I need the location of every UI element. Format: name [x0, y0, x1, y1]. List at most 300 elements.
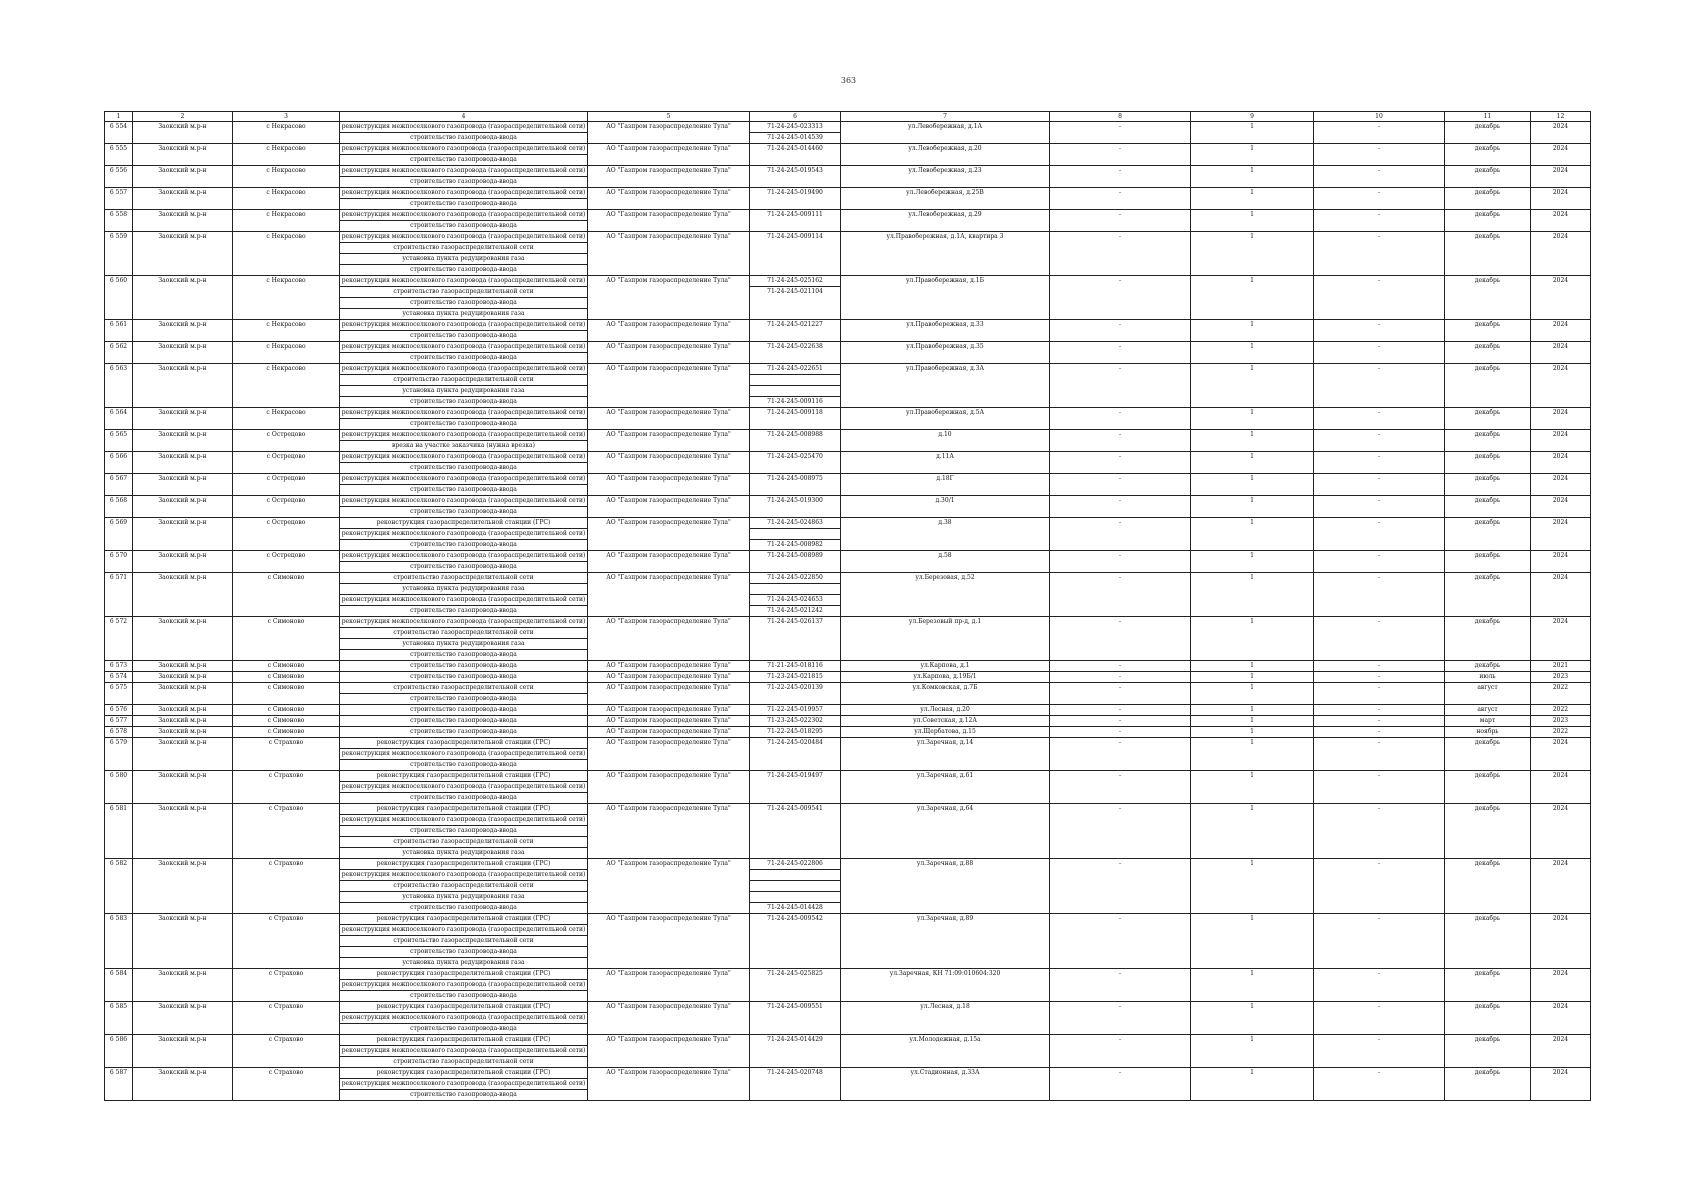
application-id: 71-24-245-021104 [767, 288, 823, 295]
work-item: строительство газопровода-ввода [410, 420, 517, 427]
application-ids-cell [750, 364, 841, 408]
work-item: строительство газопровода-ввода [410, 398, 517, 405]
month-cell: декабрь [1445, 144, 1531, 166]
work-item: строительство газопровода-ввода [410, 717, 517, 724]
works-cell [340, 276, 588, 320]
col9-cell: 1 [1191, 364, 1314, 408]
work-item: реконструкция межпоселкового газопровода (газораспределительной сети) [340, 1013, 587, 1024]
month-cell: декабрь [1445, 1035, 1531, 1068]
organization-cell: АО "Газпром газораспределение Тула" [588, 408, 750, 430]
col8-cell: - [1050, 276, 1191, 320]
month-cell: март [1445, 716, 1531, 727]
table-row [105, 705, 1591, 716]
work-item: реконструкция межпоселкового газопровода (газораспределительной сети) [340, 210, 587, 221]
work-item: строительство газопровода-ввода [410, 332, 517, 339]
col9-cell: 1 [1191, 496, 1314, 518]
district-cell: Заокский м.р-н [133, 210, 233, 232]
col8-cell: - [1050, 1068, 1191, 1101]
year-cell: 2024 [1531, 804, 1591, 859]
work-item: строительство газопровода-ввода [410, 464, 517, 471]
col10-cell: - [1314, 573, 1445, 617]
works-cell [340, 1035, 588, 1068]
address-cell: ул.Правобережная, д.3А [841, 364, 1050, 408]
month-cell: декабрь [1445, 914, 1531, 969]
work-item: реконструкция газораспределительной станции (ГРС) [340, 518, 587, 529]
work-item: строительство газораспределительной сети [340, 375, 587, 386]
year-cell: 2024 [1531, 430, 1591, 452]
application-id: 71-24-245-014428 [767, 904, 823, 911]
address-cell: ул.Левобережная, д.20 [841, 144, 1050, 166]
works-cell [340, 320, 588, 342]
application-id: 71-24-245-008982 [767, 541, 823, 548]
application-id: 71-24-245-022651 [750, 364, 840, 375]
locality-cell: с Острецово [233, 430, 340, 452]
col9-cell: 1 [1191, 518, 1314, 551]
work-item: реконструкция газораспределительной станции (ГРС) [340, 804, 587, 815]
address-cell: д.38 [841, 518, 1050, 551]
works-cell [340, 617, 588, 661]
locality-cell: с Симоново [233, 617, 340, 661]
locality-cell: с Симоново [233, 727, 340, 738]
organization-cell: АО "Газпром газораспределение Тула" [588, 188, 750, 210]
district-cell: Заокский м.р-н [133, 144, 233, 166]
col9-cell: 1 [1191, 1068, 1314, 1101]
row-number: 6 584 [105, 969, 133, 1002]
work-item: реконструкция межпоселкового газопровода (газораспределительной сети) [340, 474, 587, 485]
district-cell: Заокский м.р-н [133, 430, 233, 452]
works-cell [340, 518, 588, 551]
col9-cell: 1 [1191, 771, 1314, 804]
works-cell [340, 408, 588, 430]
col8-cell: - [1050, 661, 1191, 672]
month-cell: декабрь [1445, 573, 1531, 617]
table-row [105, 661, 1591, 672]
organization-cell: АО "Газпром газораспределение Тула" [588, 144, 750, 166]
work-item: реконструкция межпоселкового газопровода (газораспределительной сети) [340, 122, 587, 133]
col8-cell: - [1050, 859, 1191, 914]
application-id: 71-24-245-019300 [767, 497, 823, 504]
organization-cell: АО "Газпром газораспределение Тула" [588, 738, 750, 771]
application-id: 71-24-245-014539 [767, 134, 823, 141]
year-cell: 2024 [1531, 474, 1591, 496]
column-number: 12 [1531, 112, 1591, 122]
row-number: 6 585 [105, 1002, 133, 1035]
col10-cell: - [1314, 551, 1445, 573]
application-ids-cell [750, 771, 841, 804]
address-cell: ул.Молодежная, д.15а [841, 1035, 1050, 1068]
col10-cell: - [1314, 518, 1445, 551]
col10-cell: - [1314, 617, 1445, 661]
row-number: 6 577 [105, 716, 133, 727]
application-id: 71-24-245-009116 [767, 398, 823, 405]
works-cell [340, 727, 588, 738]
work-item: реконструкция межпоселкового газопровода (газораспределительной сети) [340, 870, 587, 881]
district-cell: Заокский м.р-н [133, 727, 233, 738]
work-item: реконструкция межпоселкового газопровода (газораспределительной сети) [340, 1079, 587, 1090]
district-cell: Заокский м.р-н [133, 474, 233, 496]
table-row [105, 672, 1591, 683]
col10-cell: - [1314, 210, 1445, 232]
organization-cell: АО "Газпром газораспределение Тула" [588, 1068, 750, 1101]
work-item: реконструкция межпоселкового газопровода (газораспределительной сети) [340, 166, 587, 177]
table-row [105, 232, 1591, 276]
col9-cell: 1 [1191, 727, 1314, 738]
address-cell: ул.Заречная, КН 71:09:010604:320 [841, 969, 1050, 1002]
district-cell: Заокский м.р-н [133, 738, 233, 771]
address-cell: ул.Заречная, д.64 [841, 804, 1050, 859]
application-ids-cell [750, 408, 841, 430]
column-number: 4 [340, 112, 588, 122]
locality-cell: с Страхово [233, 1035, 340, 1068]
col9-cell: 1 [1191, 232, 1314, 276]
month-cell: декабрь [1445, 320, 1531, 342]
district-cell: Заокский м.р-н [133, 551, 233, 573]
table-row [105, 716, 1591, 727]
year-cell: 2024 [1531, 1002, 1591, 1035]
locality-cell: с Некрасово [233, 342, 340, 364]
district-cell: Заокский м.р-н [133, 1035, 233, 1068]
col9-cell: 1 [1191, 661, 1314, 672]
table-row [105, 496, 1591, 518]
col10-cell: - [1314, 672, 1445, 683]
organization-cell: АО "Газпром газораспределение Тула" [588, 914, 750, 969]
work-item: строительство газопровода-ввода [410, 563, 517, 570]
application-id [750, 529, 840, 540]
month-cell: декабрь [1445, 364, 1531, 408]
col9-cell: 1 [1191, 573, 1314, 617]
col8-cell: - [1050, 408, 1191, 430]
work-item: реконструкция межпоселкового газопровода (газораспределительной сети) [340, 144, 587, 155]
work-item: строительство газопровода-ввода [410, 662, 517, 669]
address-cell: ул.Правобережная, д.1Б [841, 276, 1050, 320]
district-cell: Заокский м.р-н [133, 342, 233, 364]
district-cell: Заокский м.р-н [133, 683, 233, 705]
organization-cell: АО "Газпром газораспределение Тула" [588, 683, 750, 705]
work-item: реконструкция межпоселкового газопровода (газораспределительной сети) [340, 815, 587, 826]
address-cell: ул.Левобережная, д.25В [841, 188, 1050, 210]
work-item: строительство газораспределительной сети [340, 573, 587, 584]
col8-cell: - [1050, 474, 1191, 496]
organization-cell: АО "Газпром газораспределение Тула" [588, 705, 750, 716]
row-number: 6 573 [105, 661, 133, 672]
work-item: реконструкция межпоселкового газопровода (газораспределительной сети) [340, 408, 587, 419]
work-item: установка пункта редуцирования газа [402, 849, 525, 856]
col8-cell: - [1050, 430, 1191, 452]
table-row [105, 859, 1591, 914]
column-number: 7 [841, 112, 1050, 122]
address-cell: ул.Березовый пр-д, д.1 [841, 617, 1050, 661]
district-cell: Заокский м.р-н [133, 1068, 233, 1101]
column-number: 5 [588, 112, 750, 122]
application-ids-cell [750, 122, 841, 144]
locality-cell: с Симоново [233, 683, 340, 705]
col8-cell: - [1050, 210, 1191, 232]
col10-cell: - [1314, 166, 1445, 188]
address-cell: д.58 [841, 551, 1050, 573]
organization-cell: АО "Газпром газораспределение Тула" [588, 716, 750, 727]
application-id: 71-24-245-019497 [767, 772, 823, 779]
work-item: строительство газопровода-ввода [410, 508, 517, 515]
year-cell: 2022 [1531, 727, 1591, 738]
works-cell [340, 1002, 588, 1035]
col8-cell: - [1050, 320, 1191, 342]
column-number: 10 [1314, 112, 1445, 122]
year-cell: 2024 [1531, 518, 1591, 551]
table-row [105, 573, 1591, 617]
year-cell: 2024 [1531, 617, 1591, 661]
locality-cell: с Страхово [233, 1068, 340, 1101]
work-item: строительство газопровода-ввода [410, 156, 517, 163]
application-id: 71-22-245-019957 [767, 706, 823, 713]
work-item: установка пункта редуцирования газа [402, 310, 525, 317]
col8-cell: - [1050, 364, 1191, 408]
locality-cell: с Некрасово [233, 408, 340, 430]
table-row [105, 210, 1591, 232]
application-ids-cell [750, 573, 841, 617]
work-item: реконструкция межпоселкового газопровода (газораспределительной сети) [340, 364, 587, 375]
year-cell: 2024 [1531, 738, 1591, 771]
month-cell: декабрь [1445, 474, 1531, 496]
work-item: строительство газопровода-ввода [340, 826, 587, 837]
row-number: 6 571 [105, 573, 133, 617]
table-row [105, 188, 1591, 210]
register-body [105, 112, 1591, 1101]
application-id: 71-24-245-020748 [767, 1069, 823, 1076]
table-row [105, 1035, 1591, 1068]
application-ids-cell [750, 144, 841, 166]
month-cell: декабрь [1445, 210, 1531, 232]
district-cell: Заокский м.р-н [133, 771, 233, 804]
row-number: 6 572 [105, 617, 133, 661]
year-cell: 2024 [1531, 859, 1591, 914]
works-cell [340, 474, 588, 496]
column-number-row [105, 112, 1591, 122]
application-id: 71-24-245-024653 [750, 595, 840, 606]
application-ids-cell [750, 1002, 841, 1035]
col8-cell: - [1050, 705, 1191, 716]
organization-cell: АО "Газпром газораспределение Тула" [588, 342, 750, 364]
district-cell: Заокский м.р-н [133, 672, 233, 683]
work-item: строительство газораспределительной сети [393, 1058, 534, 1065]
row-number: 6 561 [105, 320, 133, 342]
year-cell: 2024 [1531, 969, 1591, 1002]
application-id: 71-24-245-021242 [767, 607, 823, 614]
district-cell: Заокский м.р-н [133, 452, 233, 474]
works-cell [340, 716, 588, 727]
work-item: строительство газораспределительной сети [340, 287, 587, 298]
application-ids-cell [750, 430, 841, 452]
work-item: строительство газопровода-ввода [410, 904, 517, 911]
col10-cell: - [1314, 738, 1445, 771]
application-id: 71-24-245-026137 [767, 618, 823, 625]
application-ids-cell [750, 518, 841, 551]
application-id: 71-24-245-021227 [767, 321, 823, 328]
application-id [750, 584, 840, 595]
year-cell: 2024 [1531, 144, 1591, 166]
district-cell: Заокский м.р-н [133, 166, 233, 188]
application-ids-cell [750, 188, 841, 210]
application-ids-cell [750, 914, 841, 969]
month-cell: декабрь [1445, 969, 1531, 1002]
work-item: реконструкция газораспределительной станции (ГРС) [340, 738, 587, 749]
row-number: 6 565 [105, 430, 133, 452]
year-cell: 2021 [1531, 661, 1591, 672]
work-item: строительство газораспределительной сети [340, 936, 587, 947]
month-cell: декабрь [1445, 496, 1531, 518]
table-row [105, 914, 1591, 969]
organization-cell: АО "Газпром газораспределение Тула" [588, 320, 750, 342]
work-item: строительство газопровода-ввода [410, 794, 517, 801]
col8-cell: - [1050, 122, 1191, 144]
work-item: строительство газораспределительной сети [340, 837, 587, 848]
organization-cell: АО "Газпром газораспределение Тула" [588, 859, 750, 914]
col8-cell: - [1050, 914, 1191, 969]
table-row [105, 430, 1591, 452]
col8-cell: - [1050, 496, 1191, 518]
district-cell: Заокский м.р-н [133, 518, 233, 551]
address-cell: ул.Лесная, д.18 [841, 1002, 1050, 1035]
register-table [104, 111, 1591, 1101]
year-cell: 2023 [1531, 716, 1591, 727]
year-cell: 2024 [1531, 210, 1591, 232]
district-cell: Заокский м.р-н [133, 408, 233, 430]
table-row [105, 683, 1591, 705]
works-cell [340, 342, 588, 364]
month-cell: декабрь [1445, 408, 1531, 430]
column-number: 11 [1445, 112, 1531, 122]
row-number: 6 576 [105, 705, 133, 716]
year-cell: 2022 [1531, 683, 1591, 705]
application-id: 71-24-245-019543 [767, 167, 823, 174]
row-number: 6 554 [105, 122, 133, 144]
application-ids-cell [750, 1035, 841, 1068]
application-ids-cell [750, 166, 841, 188]
locality-cell: с Страхово [233, 771, 340, 804]
district-cell: Заокский м.р-н [133, 364, 233, 408]
application-id: 71-23-245-022302 [767, 717, 823, 724]
application-id: 71-24-245-025470 [767, 453, 823, 460]
application-id: 71-24-245-024863 [750, 518, 840, 529]
district-cell: Заокский м.р-н [133, 661, 233, 672]
application-ids-cell [750, 551, 841, 573]
locality-cell: с Некрасово [233, 122, 340, 144]
district-cell: Заокский м.р-н [133, 320, 233, 342]
col8-cell: - [1050, 1002, 1191, 1035]
row-number: 6 559 [105, 232, 133, 276]
organization-cell: АО "Газпром газораспределение Тула" [588, 1035, 750, 1068]
row-number: 6 560 [105, 276, 133, 320]
col10-cell: - [1314, 705, 1445, 716]
organization-cell: АО "Газпром газораспределение Тула" [588, 452, 750, 474]
application-ids-cell [750, 672, 841, 683]
work-item: реконструкция межпоселкового газопровода (газораспределительной сети) [340, 980, 587, 991]
col9-cell: 1 [1191, 705, 1314, 716]
locality-cell: с Страхово [233, 738, 340, 771]
organization-cell: АО "Газпром газораспределение Тула" [588, 518, 750, 551]
col10-cell: - [1314, 771, 1445, 804]
district-cell: Заокский м.р-н [133, 914, 233, 969]
address-cell: ул.Щербатова, д.15 [841, 727, 1050, 738]
work-item: установка пункта редуцирования газа [340, 639, 587, 650]
work-item: строительство газораспределительной сети [340, 628, 587, 639]
col10-cell: - [1314, 452, 1445, 474]
month-cell: август [1445, 705, 1531, 716]
work-item: установка пункта редуцирования газа [340, 386, 587, 397]
works-cell [340, 364, 588, 408]
work-item: строительство газопровода-ввода [410, 651, 517, 658]
organization-cell: АО "Газпром газораспределение Тула" [588, 573, 750, 617]
row-number: 6 587 [105, 1068, 133, 1101]
locality-cell: с Острецово [233, 496, 340, 518]
work-item: строительство газораспределительной сети [340, 683, 587, 694]
address-cell: д.18Г [841, 474, 1050, 496]
application-id: 71-23-245-021815 [767, 673, 823, 680]
col10-cell: - [1314, 188, 1445, 210]
address-cell: д.11А [841, 452, 1050, 474]
col9-cell: 1 [1191, 122, 1314, 144]
work-item: врезка на участке заказчика (нужна врезка) [392, 442, 535, 449]
works-cell [340, 551, 588, 573]
col8-cell: - [1050, 617, 1191, 661]
col8-cell: - [1050, 232, 1191, 276]
works-cell [340, 914, 588, 969]
district-cell: Заокский м.р-н [133, 969, 233, 1002]
year-cell: 2024 [1531, 914, 1591, 969]
work-item: реконструкция межпоселкового газопровода (газораспределительной сети) [340, 276, 587, 287]
work-item: реконструкция межпоселкового газопровода (газораспределительной сети) [340, 320, 587, 331]
col9-cell: 1 [1191, 1002, 1314, 1035]
row-number: 6 580 [105, 771, 133, 804]
col10-cell: - [1314, 408, 1445, 430]
month-cell: декабрь [1445, 551, 1531, 573]
table-row [105, 804, 1591, 859]
organization-cell: АО "Газпром газораспределение Тула" [588, 672, 750, 683]
year-cell: 2024 [1531, 276, 1591, 320]
district-cell: Заокский м.р-н [133, 716, 233, 727]
col8-cell: - [1050, 188, 1191, 210]
col10-cell: - [1314, 727, 1445, 738]
col8-cell: - [1050, 716, 1191, 727]
col8-cell: - [1050, 144, 1191, 166]
application-id: 71-22-245-018295 [767, 728, 823, 735]
work-item: реконструкция межпоселкового газопровода (газораспределительной сети) [340, 925, 587, 936]
works-cell [340, 969, 588, 1002]
year-cell: 2024 [1531, 771, 1591, 804]
row-number: 6 557 [105, 188, 133, 210]
work-item: реконструкция межпоселкового газопровода (газораспределительной сети) [340, 342, 587, 353]
locality-cell: с Некрасово [233, 320, 340, 342]
col10-cell: - [1314, 144, 1445, 166]
col10-cell: - [1314, 474, 1445, 496]
works-cell [340, 144, 588, 166]
month-cell: декабрь [1445, 617, 1531, 661]
col10-cell: - [1314, 1068, 1445, 1101]
col9-cell: 1 [1191, 914, 1314, 969]
organization-cell: АО "Газпром газораспределение Тула" [588, 166, 750, 188]
application-id: 71-24-245-025825 [767, 970, 823, 977]
col9-cell: 1 [1191, 617, 1314, 661]
address-cell: ул.Левобережная, д.23 [841, 166, 1050, 188]
application-id: 71-22-245-020139 [767, 684, 823, 691]
col9-cell: 1 [1191, 672, 1314, 683]
application-ids-cell [750, 804, 841, 859]
locality-cell: с Острецово [233, 551, 340, 573]
application-id: 71-24-245-014460 [767, 145, 823, 152]
table-row [105, 617, 1591, 661]
address-cell: ул.Карпова, д.1 [841, 661, 1050, 672]
month-cell: декабрь [1445, 661, 1531, 672]
application-id [750, 892, 840, 903]
